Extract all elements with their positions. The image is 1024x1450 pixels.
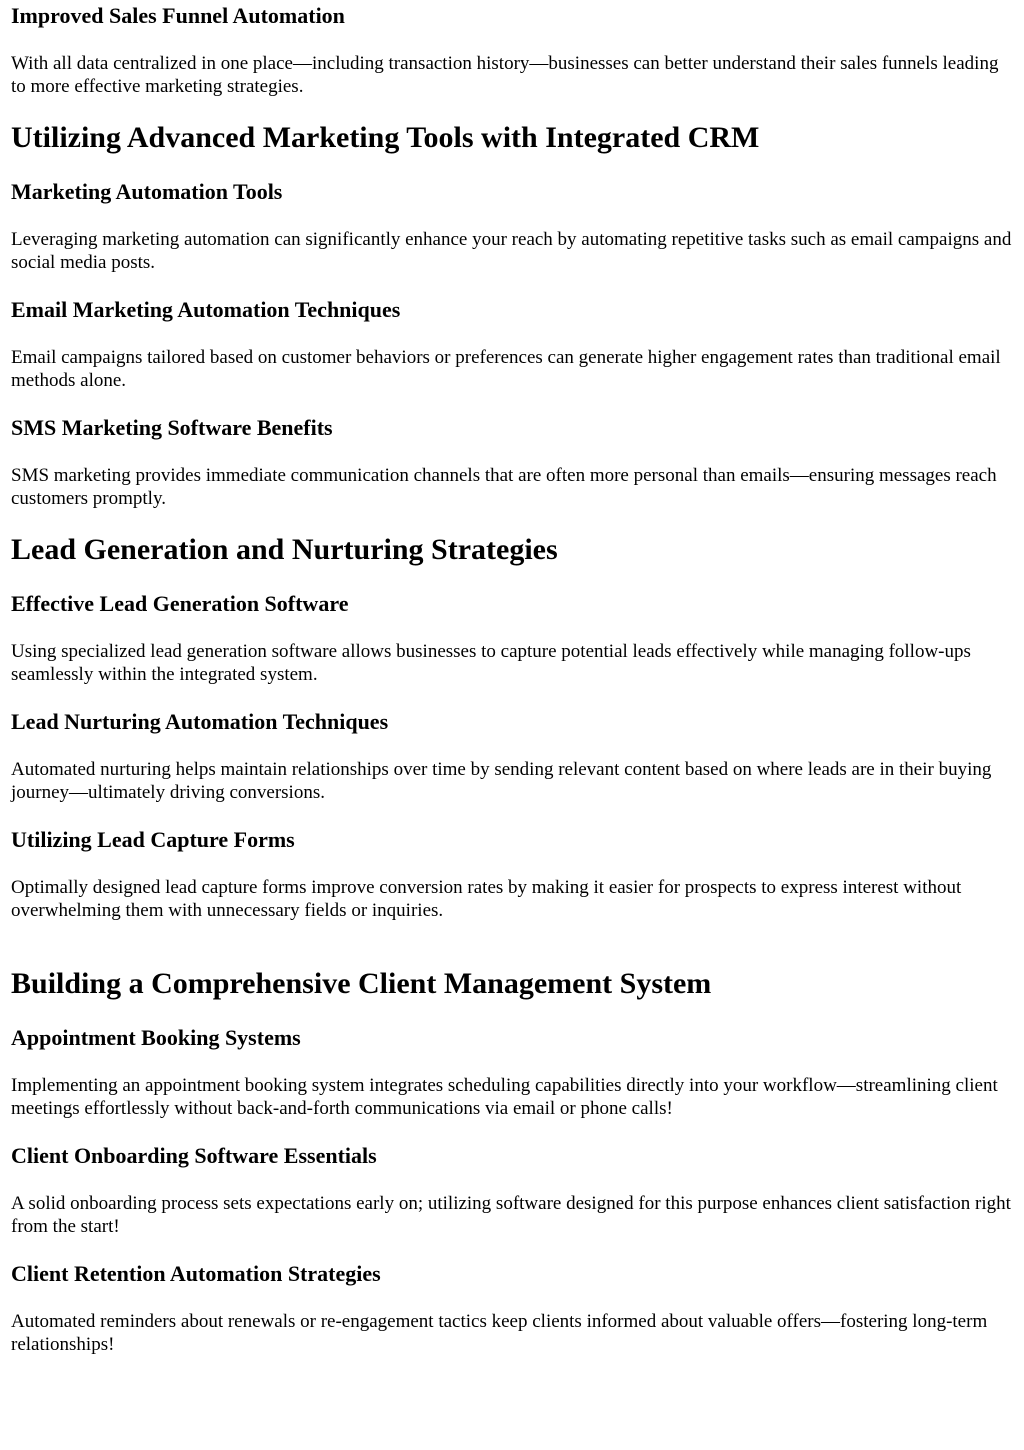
subsection-heading: Email Marketing Automation Techniques [11, 297, 401, 322]
section-heading-marketing-tools: Utilizing Advanced Marketing Tools with Integrated CRM [11, 121, 760, 154]
intro-heading: Improved Sales Funnel Automation [11, 3, 345, 28]
subsection-heading: Marketing Automation Tools [11, 179, 283, 204]
subsection-paragraph: A solid onboarding process sets expectations early on; utilizing software designed for this purpose enhances client satisfaction right from the start! [11, 1193, 1011, 1237]
section-heading-lead-generation: Lead Generation and Nurturing Strategies [11, 533, 558, 566]
subsection-heading: SMS Marketing Software Benefits [11, 415, 333, 440]
subsection-paragraph: Using specialized lead generation software allows businesses to capture potential leads effectively while managing follow-ups seamlessly within the integrated system. [11, 641, 971, 685]
subsection-heading: Lead Nurturing Automation Techniques [11, 709, 389, 734]
subsection-paragraph: Automated reminders about renewals or re-engagement tactics keep clients informed about valuable offers—fostering long-term relationships! [11, 1311, 988, 1355]
subsection-heading: Effective Lead Generation Software [11, 591, 349, 616]
subsection-heading: Utilizing Lead Capture Forms [11, 827, 295, 852]
subsection-heading: Client Onboarding Software Essentials [11, 1143, 377, 1168]
subsection-paragraph: SMS marketing provides immediate communication channels that are often more personal than emails—ensuring messages reach customers promptly. [11, 465, 997, 509]
section-heading-client-management: Building a Comprehensive Client Management System [11, 967, 712, 1000]
subsection-paragraph: Leveraging marketing automation can significantly enhance your reach by automating repetitive tasks such as email campaigns and social media posts. [11, 229, 1012, 273]
subsection-paragraph: Implementing an appointment booking system integrates scheduling capabilities directly into your workflow—streamlining client meetings effortlessly without back-and-forth communications via email or phone calls! [11, 1075, 998, 1119]
subsection-paragraph: Optimally designed lead capture forms improve conversion rates by making it easier for prospects to express interest without overwhelming them with unnecessary fields or inquiries. [11, 877, 962, 921]
subsection-paragraph: Email campaigns tailored based on customer behaviors or preferences can generate higher engagement rates than traditional email methods alone. [11, 347, 1001, 391]
intro-paragraph: With all data centralized in one place—including transaction history—businesses can better understand their sales funnels leading to more effective marketing strategies. [11, 53, 999, 97]
subsection-heading: Client Retention Automation Strategies [11, 1261, 381, 1286]
subsection-paragraph: Automated nurturing helps maintain relationships over time by sending relevant content based on where leads are in their buying journey—ultimately driving conversions. [11, 759, 992, 803]
subsection-heading: Appointment Booking Systems [11, 1025, 301, 1050]
document [0, 2, 1024, 1356]
